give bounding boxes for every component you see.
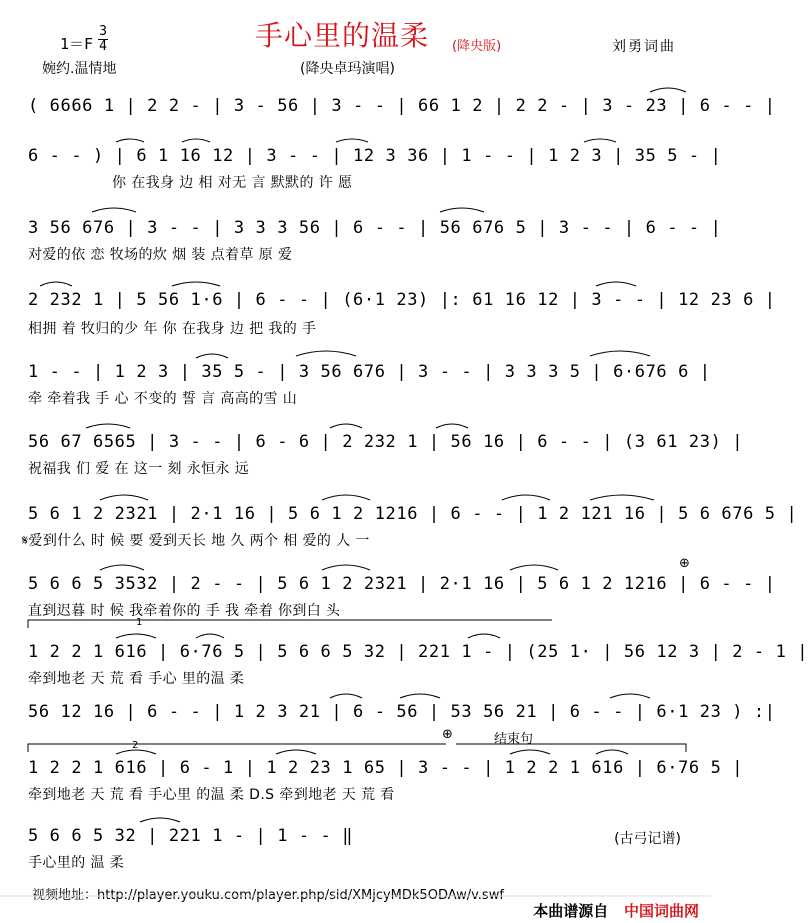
lyric-line-8: 直到迟暮 时 候 我牵着你的 手 我 牵着 你到白 头 (28, 603, 341, 619)
notation-line-5: 1 - - | 1 2 3 | 35 5 - | 3 56 676 | 3 - - | 3 3 3 5 | 6·676 6 | (28, 362, 711, 382)
footer-site-name[interactable]: 中国词曲网 (623, 902, 699, 920)
coda-mark-1: ⊕ (679, 556, 690, 571)
notation-line-9: 1 2 2 1 616 | 6·76 5 | 5 6 6 5 32 | 221 1 - | (25 1· | 56 12 3 | 2 - 1 | (28, 642, 808, 662)
composer-credit: 刘勇词曲 (612, 39, 676, 55)
meter-numerator: 3 (99, 24, 107, 39)
coda-mark-2: ⊕ (442, 727, 453, 742)
lyric-line-6: 祝福我 们 爱 在 这一 刻 永恒永 远 (28, 461, 250, 477)
notation-line-1: ( 6666 1 | 2 2 - | 3 - 56 | 3 - - | 66 1 2 | 2 2 - | 3 - 23 | 6 - - | (28, 96, 776, 116)
site-footer (533, 900, 699, 921)
song-version: (降央版) (452, 39, 502, 54)
footer-source-label: 本曲谱源自 (533, 902, 609, 920)
lyric-line-12: 手心里的 温 柔 (28, 855, 125, 871)
lyric-line-11: 牵到地老 天 荒 看 手心里 的温 柔 D.S 牵到地老 天 荒 看 (28, 787, 395, 803)
lyric-line-5: 牵 牵着我 手 心 不变的 誓 言 高高的雪 山 (28, 391, 298, 407)
song-title: 手心里的温柔 (255, 19, 430, 52)
notation-line-2: 6 - - ) | 6 1 16 12 | 3 - - | 12 3 36 | 1 - - | 1 2 3 | 35 5 - | (28, 146, 722, 166)
volta-1-label: 1 (136, 617, 143, 628)
notation-line-8: 5 6 6 5 3532 | 2 - - | 5 6 1 2 2321 | 2·1 16 | 5 6 1 2 1216 | 6 - - | (28, 574, 776, 594)
notation-line-12: 5 6 6 5 32 | 221 1 - | 1 - - ‖ (28, 826, 354, 846)
transcriber-credit: (古弓记谱) (614, 831, 681, 847)
lyric-line-4: 相拥 着 牧归的少 年 你 在我身 边 把 我的 手 (28, 321, 317, 337)
lyric-line-9: 牵到地老 天 荒 看 手心 里的温 柔 (28, 671, 245, 687)
notation-line-4: 2 232 1 | 5 56 1·6 | 6 - - | (6·1 23) |: 61 16 12 | 3 - - | 12 23 6 | (28, 290, 776, 310)
performer-credit: (降央卓玛演唱) (300, 61, 395, 77)
volta-2-label: 2 (132, 740, 139, 751)
meter-denominator: 4 (99, 39, 107, 54)
lyric-line-7: 𝄋爱到什么 时 候 要 爱到天长 地 久 两个 相 爱的 人 一 (22, 533, 370, 549)
key-signature: 1＝F (60, 35, 94, 53)
notation-line-3: 3 56 676 | 3 - - | 3 3 3 56 | 6 - - | 56 676 5 | 3 - - | 6 - - | (28, 218, 722, 238)
notation-line-6: 56 67 6565 | 3 - - | 6 - 6 | 2 232 1 | 56 16 | 6 - - | (3 61 23) | (28, 432, 744, 452)
notation-line-10: 56 12 16 | 6 - - | 1 2 3 21 | 6 - 56 | 53 56 21 | 6 - - | 6·1 23 ) :| (28, 702, 776, 722)
lyric-line-3: 对爱的依 恋 牧场的炊 烟 装 点着草 原 爱 (28, 247, 293, 263)
notation-line-11: 1 2 2 1 616 | 6 - 1 | 1 2 23 1 65 | 3 - - | 1 2 2 1 616 | 6·76 5 | (28, 758, 744, 778)
notation-line-7: 5 6 1 2 2321 | 2·1 16 | 5 6 1 2 1216 | 6 - - | 1 2 121 16 | 5 6 676 5 | (28, 504, 798, 524)
tempo-marking: 婉约.温情地 (42, 61, 117, 77)
video-link[interactable]: 视频地址：http://player.youku.com/player.php/sid/XMjcyMDk5ODAw/v.swf (32, 888, 504, 903)
time-signature (98, 26, 108, 53)
lyric-line-2: 你 在我身 边 相 对无 言 默默的 许 愿 (112, 175, 353, 191)
ending-label: 结束句 (494, 732, 534, 747)
